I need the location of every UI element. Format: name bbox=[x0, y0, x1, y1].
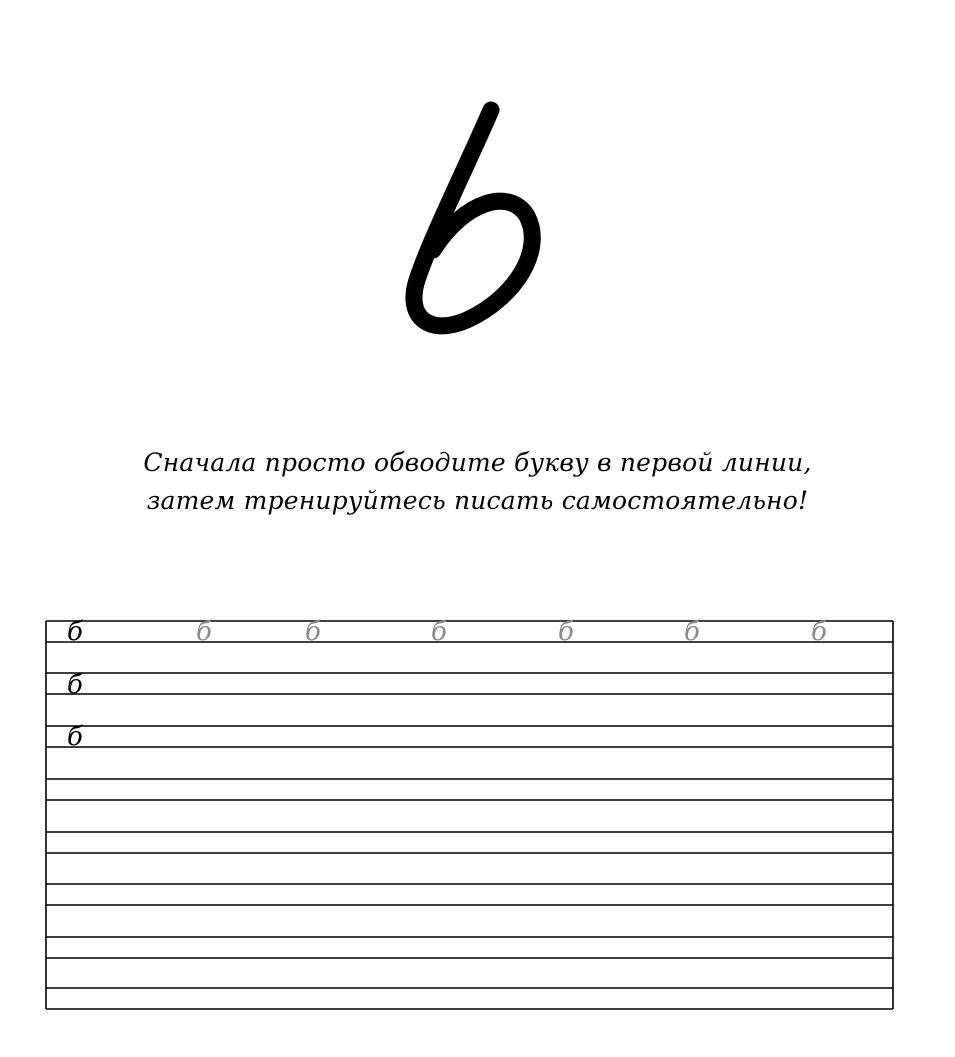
instructions-line-1: Сначала просто обводите букву в первой линии, bbox=[143, 448, 812, 477]
row-2-letter-solid: б bbox=[67, 670, 83, 700]
row-1-letter-trace: б bbox=[196, 617, 212, 647]
row-3 bbox=[67, 722, 83, 752]
row-1-letter-trace: б bbox=[558, 617, 574, 647]
ruled-lines bbox=[46, 621, 893, 1009]
row-1-letter-trace: б bbox=[305, 617, 321, 647]
row-2 bbox=[67, 670, 83, 700]
row-3-letter-solid: б bbox=[67, 722, 83, 752]
row-1-letter-solid: б bbox=[67, 617, 83, 647]
row-1-letter-trace: б bbox=[431, 617, 447, 647]
instructions-line-2: затем тренируйтесь писать самостоятельно! bbox=[146, 486, 809, 515]
row-1-letter-trace: б bbox=[684, 617, 700, 647]
row-1-letter-trace: б bbox=[811, 617, 827, 647]
